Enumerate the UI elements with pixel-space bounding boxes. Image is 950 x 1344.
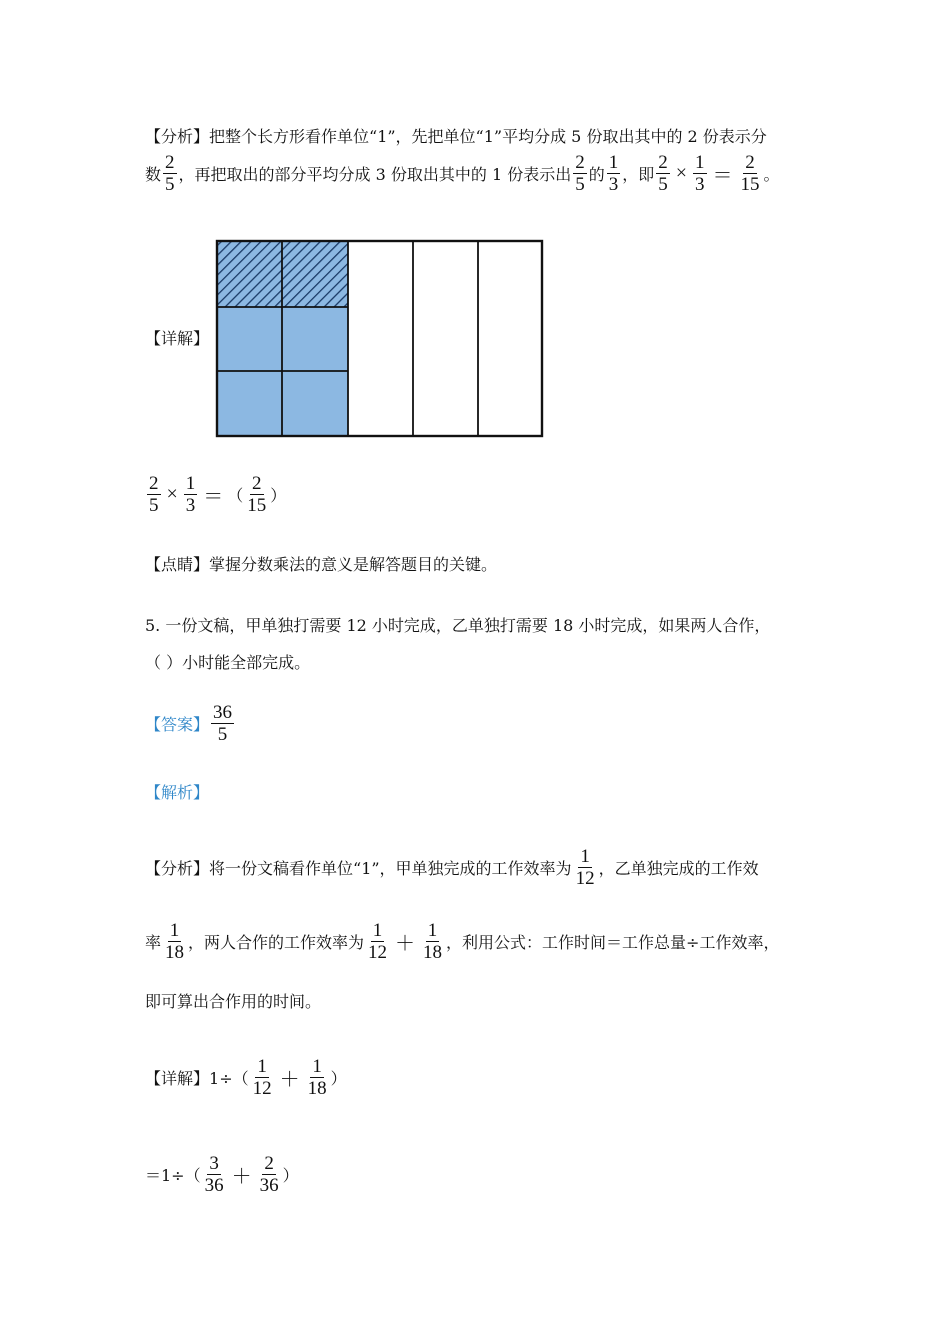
fraction: $\frac{1}{3}$	[695, 152, 705, 196]
q5-detail-line	[145, 1056, 347, 1100]
tip-text: 掌握分数乘法的意义是解答题目的关键。	[209, 555, 498, 574]
equation-line	[145, 473, 286, 517]
jiexi-line	[145, 780, 209, 803]
answer-line	[145, 702, 236, 746]
times-sign: ×	[166, 483, 178, 506]
fraction: $\frac{1}{18}$	[307, 1056, 327, 1100]
analysis-text: 率	[145, 933, 162, 953]
analysis-line-1	[145, 124, 767, 147]
times-sign: ×	[675, 162, 688, 185]
analysis-text: 的	[588, 165, 605, 185]
fraction: $\frac{1}{12}$	[575, 846, 595, 890]
question-text: 5. 一份文稿，甲单独打需要 12 小时完成，乙单独打需要 18 小时完成，如果两人合作，	[145, 616, 771, 635]
fraction: $\frac{1}{3}$	[608, 152, 619, 196]
analysis-text: ，即	[622, 165, 655, 185]
fraction: $\frac{2}{15}$	[247, 473, 267, 517]
answer-label: 【答案】	[145, 715, 210, 735]
question-5-line-1	[145, 613, 770, 636]
fraction: $\frac{2}{5}$	[149, 473, 159, 517]
analysis-line-2	[145, 152, 780, 196]
analysis-text: 将一份文稿看作单位“1”，甲单独完成的工作效率为	[209, 859, 572, 879]
analysis-text: 数	[145, 165, 162, 185]
q5-analysis-line-1	[145, 846, 759, 890]
step-text: ）	[282, 1166, 299, 1186]
detail-text: ）	[330, 1069, 347, 1089]
fraction: $\frac{1}{18}$	[165, 920, 185, 964]
fraction: $\frac{2}{15}$	[740, 152, 760, 196]
q5-analysis-line-2	[145, 920, 779, 964]
fraction: $\frac{2}{36}$	[259, 1153, 279, 1197]
fraction: $\frac{1}{3}$	[185, 473, 196, 517]
detail-label: 【详解】	[145, 329, 210, 348]
equals-sign: ＝	[712, 165, 733, 188]
equals-sign: ＝	[203, 486, 224, 509]
analysis-text: ，两人合作的工作效率为	[188, 933, 365, 953]
q5-analysis-line-3	[145, 989, 321, 1012]
detail-label: 【详解】	[145, 1069, 210, 1089]
plus-sign: ＋	[279, 1069, 300, 1092]
tip-label: 【点睛】	[145, 555, 210, 574]
bracket: ）	[270, 486, 287, 506]
fraction: $\frac{2}{5}$	[658, 152, 668, 196]
question-5-line-2	[145, 650, 310, 673]
fraction: $\frac{1}{12}$	[368, 920, 388, 964]
detail-text: 1÷（	[209, 1069, 249, 1089]
analysis-label: 【分析】	[145, 127, 210, 146]
analysis-text: 。	[763, 165, 780, 185]
fraction: $\frac{36}{5}$	[213, 702, 233, 746]
plus-sign: ＋	[231, 1166, 252, 1189]
step-text: ＝1÷（	[145, 1166, 201, 1186]
bracket: （	[227, 486, 244, 506]
analysis-text: ，利用公式：工作时间＝工作总量÷工作效率，	[446, 933, 780, 953]
analysis-text: 即可算出合作用的时间。	[145, 992, 322, 1011]
analysis-text: ，再把取出的部分平均分成 3 份取出其中的 1 份表示出	[178, 165, 572, 185]
analysis-text: ，乙单独完成的工作效	[598, 859, 759, 879]
analysis-label: 【分析】	[145, 859, 210, 879]
fraction: $\frac{1}{18}$	[423, 920, 443, 964]
question-text: （ ）小时能全部完成。	[145, 653, 311, 672]
fraction: $\frac{2}{5}$	[165, 152, 175, 196]
fraction: $\frac{1}{12}$	[252, 1056, 272, 1100]
fraction-rectangle-diagram	[214, 238, 546, 440]
plus-sign: ＋	[395, 933, 416, 956]
fraction: $\frac{3}{36}$	[204, 1153, 224, 1197]
tip-line	[145, 552, 497, 575]
jiexi-label: 【解析】	[145, 783, 210, 802]
analysis-text: 把整个长方形看作单位“1”，先把单位“1”平均分成 5 份取出其中的 2 份表示分	[209, 127, 767, 146]
fraction: $\frac{2}{5}$	[575, 152, 585, 196]
q5-step-2-line	[145, 1153, 299, 1197]
detail-line	[145, 326, 209, 349]
